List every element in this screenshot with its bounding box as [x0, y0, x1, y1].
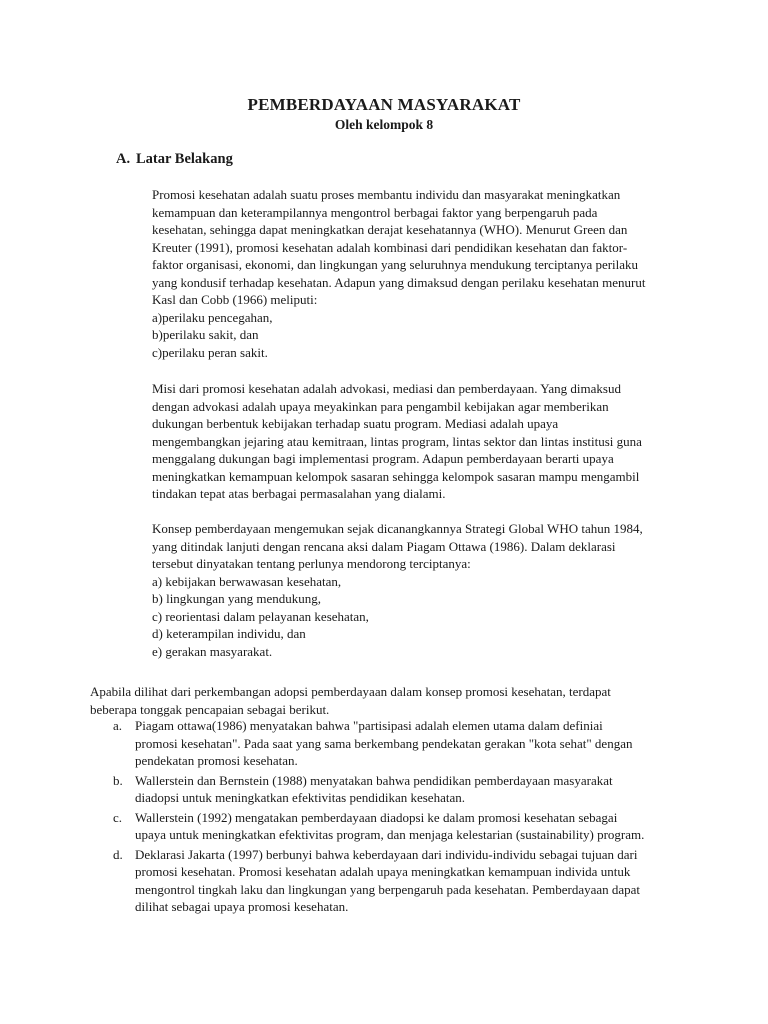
paragraph-line: Promosi kesehatan adalah suatu proses membantu individu dan masyarakat meningkatkan	[152, 187, 621, 202]
milestone-list	[108, 717, 708, 918]
list-line: a) kebijakan berwawasan kesehatan,	[152, 573, 342, 589]
paragraph-line: Misi dari promosi kesehatan adalah advokasi, mediasi dan pemberdayaan. Yang dimaksud	[152, 381, 621, 396]
paragraph-konsep	[152, 520, 692, 660]
list-line: c)perilaku peran sakit.	[152, 344, 268, 360]
list-item-line: diadopsi untuk meningkatkan efektivitas pendidikan kesehatan.	[135, 790, 465, 805]
list-item-line: Wallerstein dan Bernstein (1988) menyatakan bahwa pendidikan pemberdayaan masyarakat	[135, 772, 613, 788]
list-item-line: upaya untuk meningkatkan efektivitas program, dan menjaga kelestarian (sustainability) program.	[135, 827, 645, 842]
list-item-line: Wallerstein (1992) mengatakan pemberdayaan diadopsi ke dalam promosi kesehatan sebagai	[135, 809, 618, 825]
paragraph-line: Kasl dan Cobb (1966) meliputi:	[152, 292, 318, 307]
list-item	[108, 846, 708, 916]
paragraph-line: kemampuan dan keterampilannya mengontrol berbagai faktor yang berpengaruh pada	[152, 204, 598, 220]
list-item-line: Deklarasi Jakarta (1997) berbunyi bahwa keberdayaan dari individu-individu sebagai tujuan dari	[135, 846, 638, 862]
paragraph-line: Konsep pemberdayaan mengemukan sejak dicanangkannya Strategi Global WHO tahun 1984,	[152, 521, 643, 536]
paragraph-line: yang ditindak lanjuti dengan rencana aksi dalam Piagam Ottawa (1986). Dalam deklarasi	[152, 538, 616, 554]
paragraph-promosi-kesehatan	[152, 186, 692, 361]
list-line: d) keterampilan individu, dan	[152, 626, 306, 641]
paragraph-line: tersebut dinyatakan tentang perlunya mendorong terciptanya:	[152, 556, 471, 571]
list-line: b) lingkungan yang mendukung,	[152, 591, 321, 606]
paragraph-tonggak	[90, 683, 700, 718]
paragraph-line: kesehatan, sehingga dapat meningkatkan derajat kesehatannya (WHO). Menurut Green dan	[152, 222, 628, 237]
list-line: a)perilaku pencegahan,	[152, 309, 273, 325]
paragraph-line: faktor organisasi, ekonomi, dan lingkungan yang seluruhnya mendukung terciptanya perilaku	[152, 257, 639, 272]
list-letter: d.	[113, 846, 123, 862]
paragraph-line: tindakan tepat atas berbagai permasalahan yang dialami.	[152, 486, 446, 501]
paragraph-line: beberapa tonggak pencapaian sebagai berikut.	[90, 701, 330, 717]
list-item-line: Piagam ottawa(1986) menyatakan bahwa "partisipasi adalah elemen utama dalam definiai	[135, 718, 603, 733]
list-line: e) gerakan masyarakat.	[152, 643, 273, 659]
paragraph-line: yang kondusif terhadap kesehatan. Adapun yang dimaksud dengan perilaku kesehatan menurut	[152, 274, 646, 290]
document-subtitle: Oleh kelompok 8	[334, 117, 434, 132]
paragraph-line: dukungan berbentuk kebijakan terhadap suatu program. Mediasi adalah upaya	[152, 416, 559, 431]
paragraph-line: meningkatkan kemampuan kelompok sasaran sehingga kelompok sasaran mampu mengambil	[152, 468, 640, 484]
list-letter: b.	[113, 772, 123, 788]
list-item-line: pendekatan promosi kesehatan.	[135, 753, 298, 768]
list-item-line: promosi kesehatan". Pada saat yang sama berkembang pendekatan gerakan "kota sehat" dengan	[135, 735, 633, 751]
section-heading-text: Latar Belakang	[136, 151, 233, 167]
paragraph-line: dengan advokasi adalah upaya meyakinkan para pengambil kebijakan agar memberikan	[152, 398, 609, 414]
paragraph-line: Kreuter (1991), promosi kesehatan adalah kombinasi dari pendidikan kesehatan dan faktor-	[152, 239, 628, 255]
list-item	[108, 717, 708, 770]
list-item-line: dilihat sebagai upaya promosi kesehatan.	[135, 899, 349, 914]
list-line: b)perilaku sakit, dan	[152, 327, 259, 342]
section-heading	[116, 151, 233, 168]
list-line: c) reorientasi dalam pelayanan kesehatan,	[152, 608, 369, 624]
list-item	[108, 772, 708, 807]
paragraph-line: Apabila dilihat dari perkembangan adopsi pemberdayaan dalam konsep promosi kesehatan, terdapat	[90, 684, 611, 699]
list-letter: a.	[113, 718, 123, 733]
list-letter: c.	[113, 809, 123, 825]
list-item-line: mengontrol tingkah laku dan lingkungan yang berpengaruh pada kesehatan. Pemberdayaan dapat	[135, 881, 641, 897]
section-marker: A.	[116, 151, 131, 167]
list-item	[108, 809, 708, 844]
paragraph-line: menggalang dukungan bagi implementasi program. Adapun pemberdayaan berarti upaya	[152, 451, 614, 466]
paragraph-line: mengembangkan jejaring atau kemitraan, lintas program, lintas sektor dan lintas institusi guna	[152, 433, 642, 449]
document-title: PEMBERDAYAAN MASYARAKAT	[247, 95, 521, 114]
list-item-line: promosi kesehatan. Promosi kesehatan adalah upaya meningkatkan kemampuan individa untuk	[135, 864, 631, 879]
paragraph-misi	[152, 380, 692, 503]
